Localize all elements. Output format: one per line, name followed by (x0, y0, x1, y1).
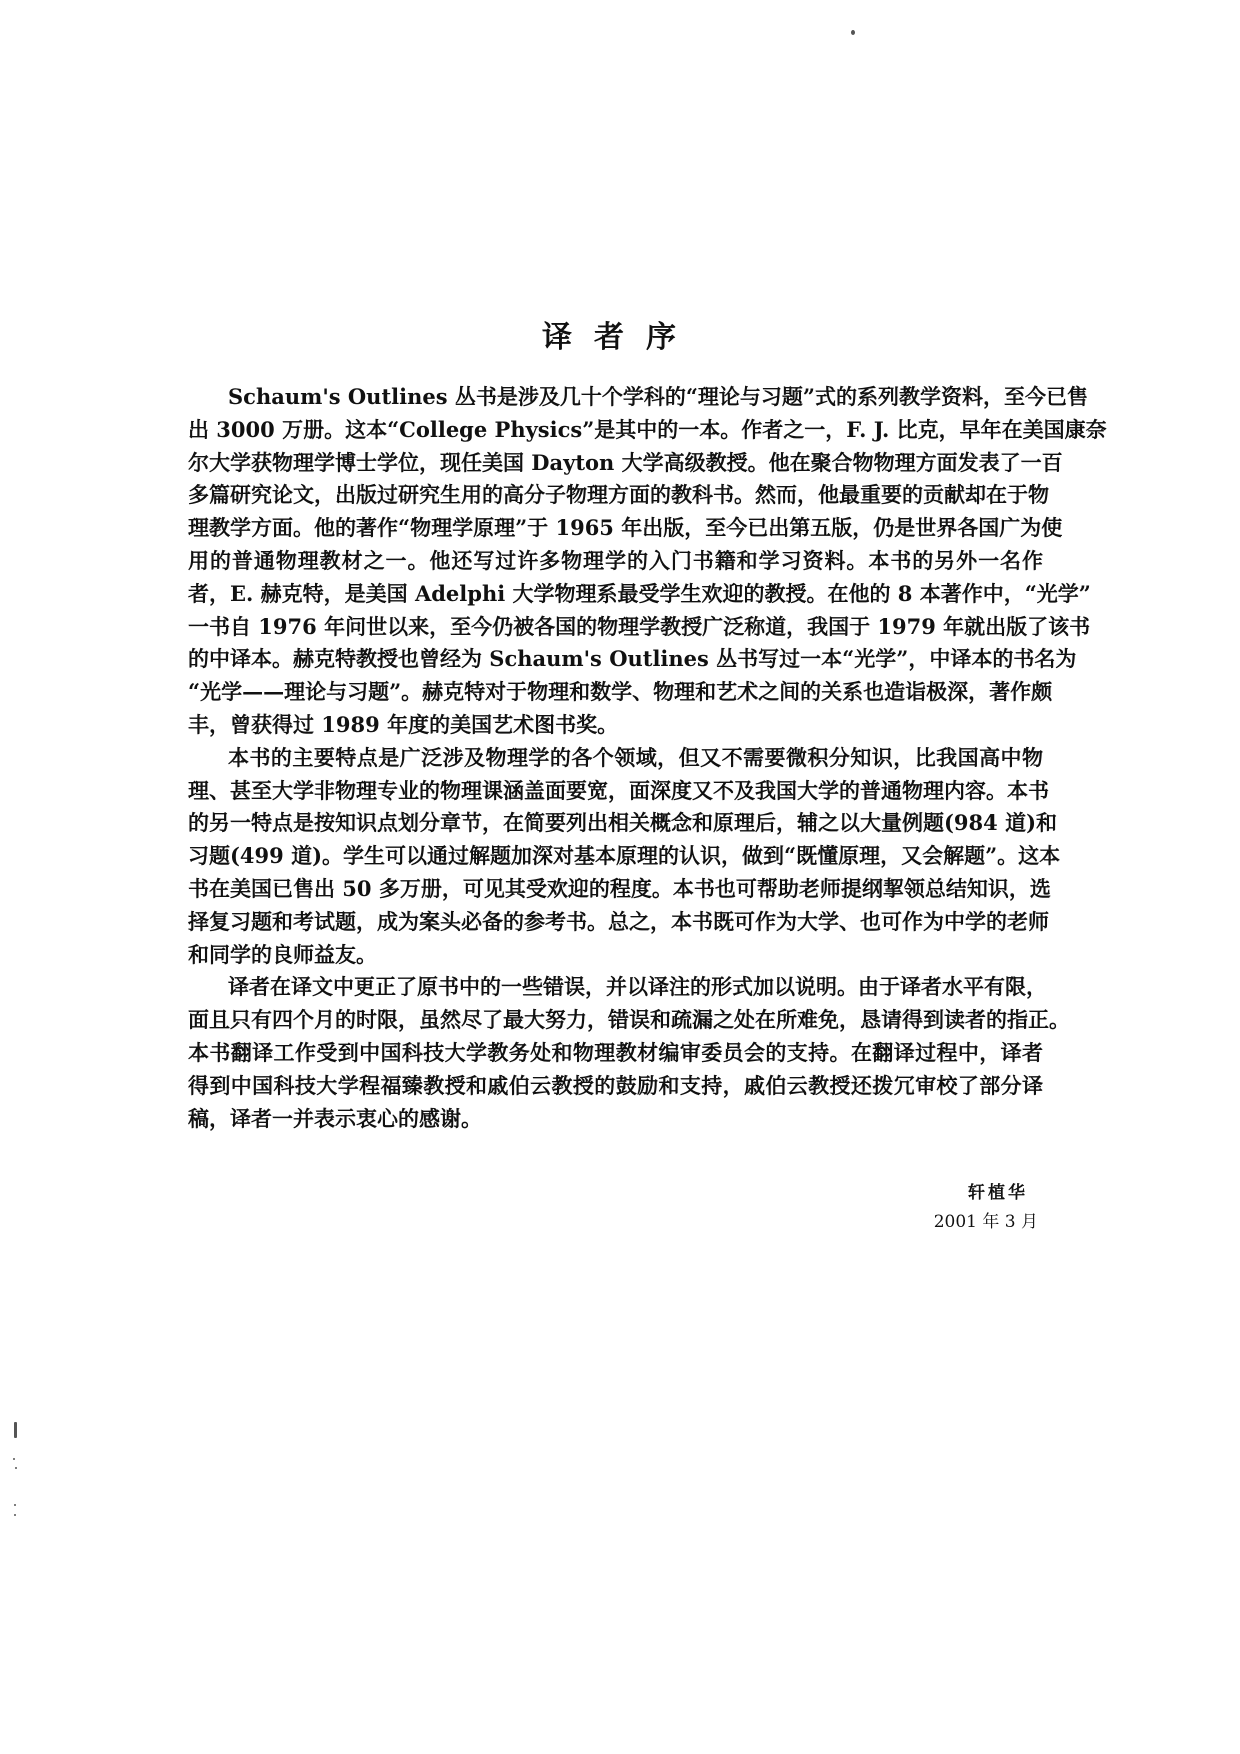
text-line: 择复习题和考试题，成为案头必备的参考书。总之，本书既可作为大学、也可作为中学的老师 (188, 908, 1049, 934)
preface-body (188, 381, 1107, 1135)
scan-speck (15, 1467, 17, 1469)
text-line: 理教学方面。他的著作“物理学原理”于 1965 年出版，至今已出第五版，仍是世界各国广为使 (188, 515, 1063, 541)
scan-speck (14, 1504, 16, 1506)
text-line: 尔大学获物理学博士学位，现任美国 Dayton 大学高级教授。他在聚合物物理方面发表了一百 (188, 449, 1063, 475)
text-line: “光学——理论与习题”。赫克特对于物理和数学、物理和艺术之间的关系也造诣极深，著作颇 (188, 679, 1053, 705)
paragraph-2 (188, 742, 1061, 972)
paragraph-3 (188, 971, 1070, 1135)
text-line: 得到中国科技大学程福臻教授和戚伯云教授的鼓励和支持，戚伯云教授还拨冗审校了部分译 (188, 1072, 1043, 1098)
text-line: 译者在译文中更正了原书中的一些错误，并以译注的形式加以说明。由于译者水平有限， (228, 974, 1047, 1000)
text-line: 丰，曾获得过 1989 年度的美国艺术图书奖。 (188, 711, 619, 737)
text-line: 本书的主要特点是广泛涉及物理学的各个领域，但又不需要微积分知识，比我国高中物 (228, 744, 1043, 770)
text-line: 的中译本。赫克特教授也曾经为 Schaum's Outlines 丛书写过一本“光学”，中译本的书名为 (188, 646, 1077, 672)
text-line: 和同学的良师益友。 (188, 941, 377, 967)
text-line: 者，E. 赫克特，是美国 Adelphi 大学物理系最受学生欢迎的教授。在他的 8 本著作中，“光学” (188, 580, 1091, 606)
text-line: 稿，译者一并表示衷心的感谢。 (188, 1105, 482, 1131)
text-line: 面且只有四个月的时限，虽然尽了最大努力，错误和疏漏之处在所难免，恳请得到读者的指正。 (188, 1007, 1070, 1033)
text-line: 的另一特点是按知识点划分章节，在简要列出相关概念和原理后，辅之以大量例题(984 道)和 (188, 810, 1058, 836)
text-line: Schaum's Outlines 丛书是涉及几十个学科的“理论与习题”式的系列教学资料，至今已售 (228, 384, 1089, 409)
text-line: 理、甚至大学非物理专业的物理课涵盖面要宽，面深度又不及我国大学的普通物理内容。本书 (188, 777, 1049, 803)
scan-speck (13, 1458, 15, 1460)
translator-signature: 轩植华 (968, 1183, 1028, 1203)
text-line: 习题(499 道)。学生可以通过解题加深对基本原理的认识，做到“既懂原理，又会解题”。这本 (188, 843, 1061, 869)
text-line: 出 3000 万册。这本“College Physics”是其中的一本。作者之一，F. J. 比克，早年在美国康奈 (188, 416, 1107, 442)
text-line: 一书自 1976 年问世以来，至今仍被各国的物理学教授广泛称道，我国于 1979 年就出版了该书 (188, 613, 1091, 639)
text-line: 用的普通物理教材之一。他还写过许多物理学的入门书籍和学习资料。本书的另外一名作 (188, 547, 1043, 573)
page-title: 译者序 (542, 320, 698, 355)
scan-speck (851, 30, 855, 35)
text-line: 书在美国已售出 50 多万册，可见其受欢迎的程度。本书也可帮助老师提纲挈领总结知识，选 (188, 875, 1051, 901)
text-line: 本书翻译工作受到中国科技大学教务处和物理教材编审委员会的支持。在翻译过程中，译者 (188, 1039, 1043, 1065)
paragraph-1 (188, 381, 1107, 742)
signature-date: 2001 年 3 月 (933, 1212, 1038, 1232)
scan-speck (14, 1514, 16, 1516)
text-line: 多篇研究论文，出版过研究生用的高分子物理方面的教科书。然而，他最重要的贡献却在于物 (188, 482, 1049, 508)
scan-speck (14, 1422, 17, 1438)
